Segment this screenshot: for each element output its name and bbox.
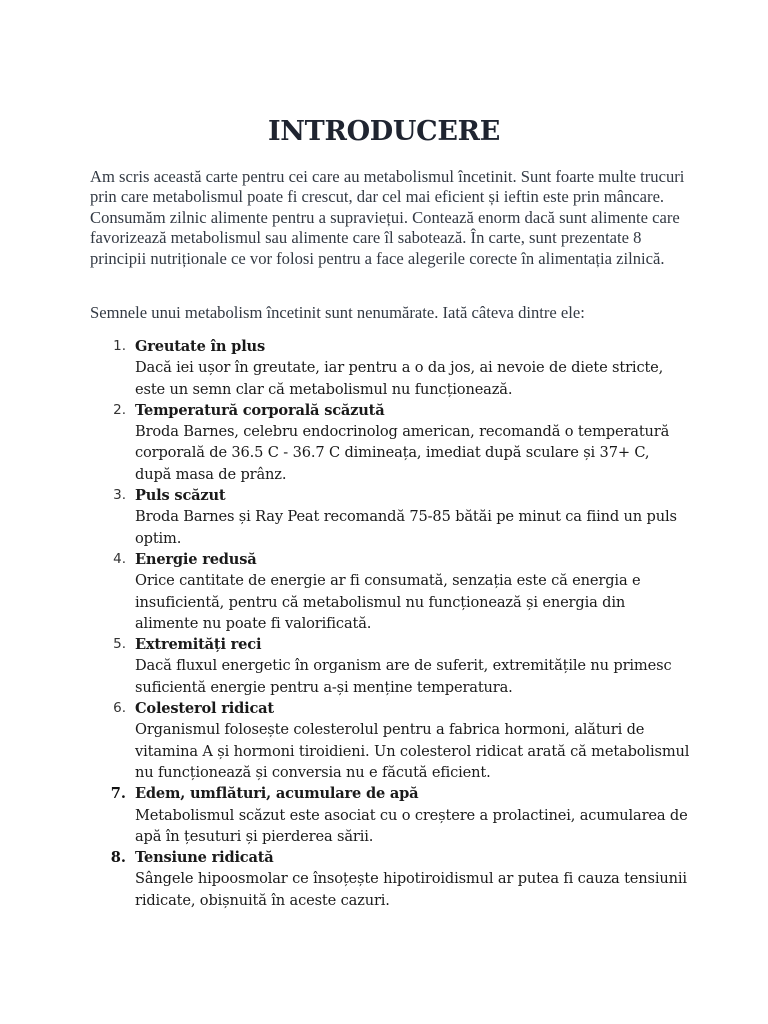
list-item-number: 6.: [113, 700, 126, 717]
metabolism-signs-list: [90, 336, 690, 911]
list-item-description: Broda Barnes, celebru endocrinolog american, recomandă o temperatură corporală de 36.5 C - 36.7 C dimineața, imediat după sculare și 37+ C, după masa de prânz.: [135, 423, 670, 483]
list-item: [90, 698, 690, 783]
intro-paragraph: Am scris această carte pentru cei care au metabolismul încetinit. Sunt foarte multe trucuri prin care metabolismul poate fi crescut, dar cel mai eficient și ieftin este prin mâncare. Consumăm zilnic alimente pentru a supraviețui. Contează enorm dacă sunt alimente care favorizează metabolismul sau alimente care îl sabotează. În carte, sunt prezentate 8 principii nutriționale ce vor folosi pentru a face alegerile corecte în alimentația zilnică.: [90, 167, 685, 268]
list-item-number: 4.: [113, 550, 126, 567]
list-item-title: Puls scăzut: [135, 487, 226, 505]
page-title: INTRODUCERE: [267, 116, 501, 147]
signs-intro-paragraph: Semnele unui metabolism încetinit sunt nenumărate. Iată câteva dintre ele:: [90, 303, 585, 322]
list-item-number: 3.: [113, 487, 126, 504]
list-item-description: Dacă fluxul energetic în organism are de suferit, extremitățile nu primesc suficientă energie pentru a-și menține temperatura.: [135, 657, 672, 696]
list-item-description: Metabolismul scăzut este asociat cu o creștere a prolactinei, acumularea de apă în țesuturi și pierderea sării.: [135, 806, 688, 845]
list-item-description: Dacă iei ușor în greutate, iar pentru a o da jos, ai nevoie de diete stricte, este un semn clar că metabolismul nu funcționează.: [135, 359, 664, 398]
list-item: [90, 549, 690, 634]
list-item: [90, 634, 690, 698]
list-item-title: Tensiune ridicată: [135, 849, 274, 867]
list-item-number: 2.: [113, 401, 126, 418]
list-item-description: Broda Barnes și Ray Peat recomandă 75-85 bătăi pe minut ca fiind un puls optim.: [135, 508, 677, 547]
list-item-title: Temperatură corporală scăzută: [135, 401, 385, 419]
list-item: [90, 336, 690, 400]
list-item-title: Energie redusă: [135, 550, 257, 568]
list-item: [90, 847, 690, 911]
list-item-title: Extremități reci: [135, 636, 262, 654]
list-item-description: Sângele hipoosmolar ce însoțește hipotiroidismul ar putea fi cauza tensiunii ridicate, obișnuită în aceste cazuri.: [135, 870, 687, 909]
list-item-title: Greutate în plus: [135, 338, 265, 355]
list-item: [90, 783, 690, 847]
list-item-number: 7.: [110, 785, 126, 803]
list-item-title: Edem, umflături, acumulare de apă: [135, 785, 419, 803]
list-item: [90, 400, 690, 485]
list-item-description: Orice cantitate de energie ar fi consumată, senzația este că energia e insuficientă, pentru că metabolismul nu funcționează și energia din alimente nu poate fi valorificată.: [135, 572, 641, 632]
list-item-number: 5.: [113, 636, 126, 653]
list-item-description: Organismul folosește colesterolul pentru a fabrica hormoni, alături de vitamina A și hormoni tiroidieni. Un colesterol ridicat arată că metabolismul nu funcționează și conversia nu e făcută eficient.: [135, 721, 690, 781]
list-item-number: 1.: [113, 338, 126, 354]
list-item-number: 8.: [110, 849, 126, 867]
list-item-title: Colesterol ridicat: [135, 700, 274, 718]
list-item: [90, 485, 690, 549]
